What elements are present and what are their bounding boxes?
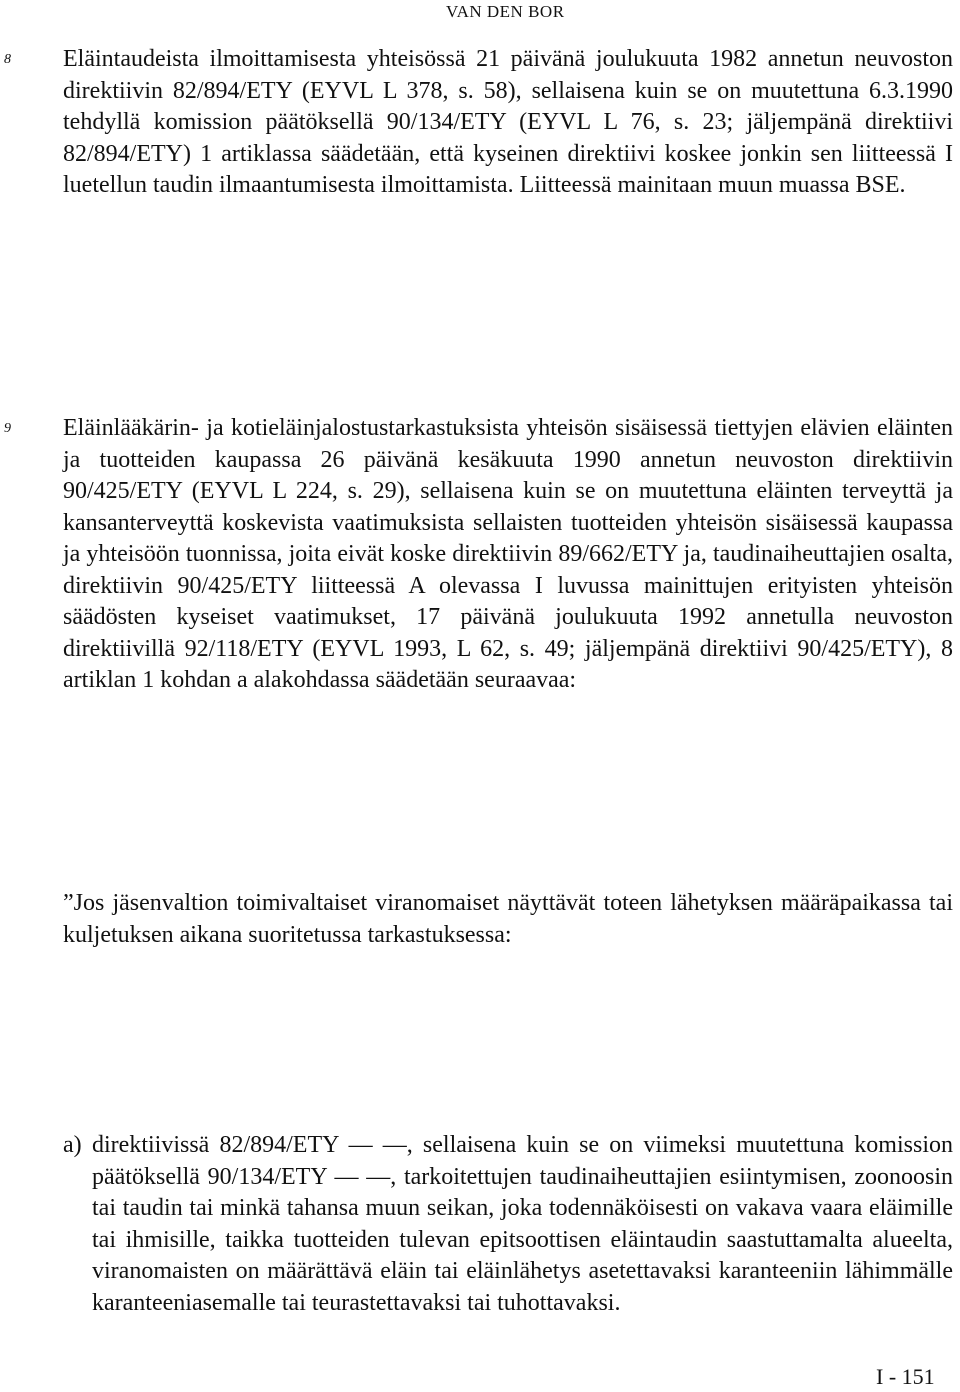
footnote-text: Eläintaudeista ilmoittamisesta yhteisössä 21 päivänä joulukuuta 1982 annetun neuvoston direktiivin 82/894/ETY (EYVL L 378, s. 58), sellaisena kuin se on muutettuna 6.3.1990 tehdyllä komission päätöksellä 90/134/ETY (EYVL L 76, s. 23; jäljempänä direktiivi 82/894/ETY) 1 artiklassa säädetään, että kyseinen direktiivi koskee jonkin sen liitteessä I luetellun taudin ilmaantumisesta ilmoittamista. Liitteessä mainitaan muun muassa BSE.: [63, 46, 953, 198]
footnote-number: 8: [4, 52, 11, 67]
page-number: I - 151: [876, 1364, 935, 1389]
list-item-text: direktiivissä 82/894/ETY — —, sellaisena kuin se on viimeksi muutettuna komission päätöksellä 90/134/ETY — —, tarkoitettujen taudinaiheuttajien esiintymisen, zoonoosin tai taudin tai minkä tahansa muun seikan, joka todennäköisesti on vakava vaara eläimille tai ihmisille, taikka tuotteiden tulevan epitsoottisen eläintaudin saastuttamalta alueelta, viranomaisten on määrättävä eläin tai eläinlähetys asetettavaksi karanteeniin lähimmälle karanteeniasemalle tai teurastettavaksi tai tuhottavaksi.: [92, 1132, 953, 1316]
list-item-label: a): [63, 1132, 82, 1158]
running-head: VAN DEN BOR: [446, 2, 565, 21]
quoted-provision-intro: ”Jos jäsenvaltion toimivaltaiset viranomaiset näyttävät toteen lähetyksen määräpaikassa tai kuljetuksen aikana suoritetussa tarkastuksessa:: [63, 890, 953, 948]
footnote-number: 9: [4, 421, 11, 436]
footnote-text: Eläinlääkärin- ja kotieläinjalostustarkastuksista yhteisön sisäisessä tiettyjen elävien eläinten ja tuotteiden kaupassa 26 päivänä kesäkuuta 1990 annetun neuvoston direktiivin 90/425/ETY (EYVL L 224, s. 29), sellaisena kuin se on muutettuna eläinten terveyttä ja kansanterveyttä koskevista vaatimuksista sellaisten tuotteiden yhteisön sisäisessä kaupassa ja yhteisöön tuonnissa, joita eivät koske direktiivin 89/662/ETY ja, taudinaiheuttajien osalta, direktiivin 90/425/ETY liitteessä A olevassa I luvussa mainittujen erityisten yhteisön säädösten kyseiset vaatimukset, 17 päivänä joulukuuta 1992 annetulla neuvoston direktiivillä 92/118/ETY (EYVL 1993, L 62, s. 49; jäljempänä direktiivi 90/425/ETY), 8 artiklan 1 kohdan a alakohdassa säädetään seuraavaa:: [63, 415, 953, 693]
